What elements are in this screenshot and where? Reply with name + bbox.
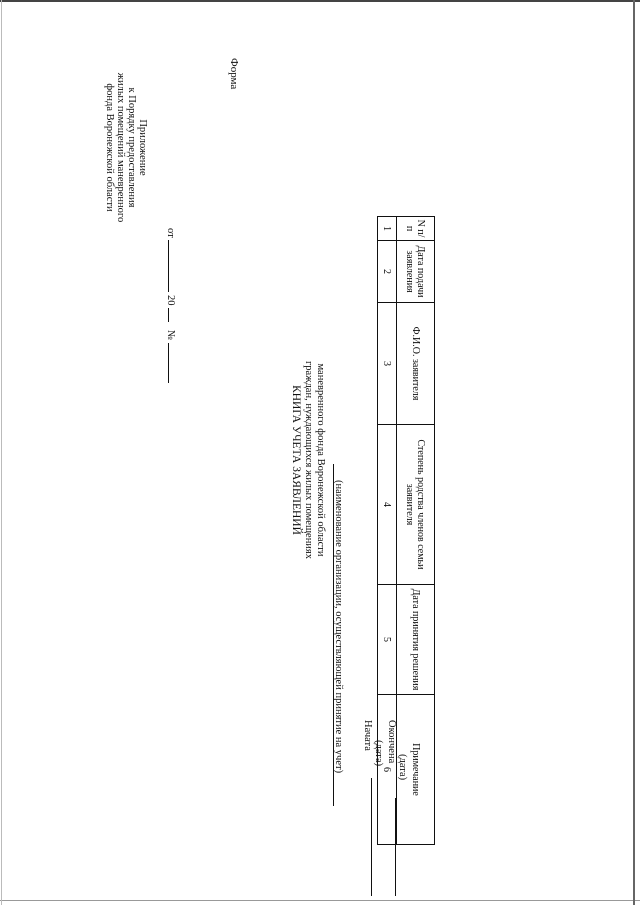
appendix-line-1: Приложение [137, 119, 148, 176]
organization-caption: (наименование организации, осуществляющей принятие на учет) [333, 480, 344, 774]
column-number-cell: 6 [378, 695, 397, 845]
header-cell-submission-date: Дата подачи заявления [397, 241, 435, 303]
number-sign: № [165, 329, 176, 340]
document-subtitle-line-2: маневренного фонда Воронежской области [315, 363, 326, 557]
form-label: Форма [228, 58, 240, 90]
header-cell-note: Примечание [397, 695, 435, 845]
date-blank [168, 240, 178, 292]
registration-table [377, 216, 435, 845]
header-cell-kinship: Степень родства членов семьи заявителя [397, 425, 435, 585]
year-blank [168, 308, 178, 322]
appendix-date-number-line [164, 228, 178, 383]
year-prefix: 20 [165, 294, 176, 306]
started-date-caption: (дата) [373, 740, 384, 767]
finished-label: Окончена [386, 720, 397, 764]
appendix-line-4: фонда Воронежской области [104, 83, 115, 212]
column-number-cell: 2 [378, 241, 397, 303]
column-number-cell: 5 [378, 585, 397, 695]
number-blank [168, 343, 178, 383]
header-cell-decision-date: Дата принятия решения [397, 585, 435, 695]
started-date-line [371, 778, 372, 896]
table-header-row [397, 217, 435, 845]
document-title: КНИГА УЧЕТА ЗАЯВЛЕНИЙ [290, 385, 302, 535]
appendix-line-2: к Порядку предоставления [126, 87, 137, 208]
header-cell-applicant-name: Ф.И.О. заявителя [397, 303, 435, 425]
column-number-cell: 3 [378, 303, 397, 425]
column-number-cell: 1 [378, 217, 397, 241]
from-prefix: от [165, 228, 176, 238]
document-subtitle-line-1: граждан, нуждающихся жилых помещениях [303, 360, 314, 560]
table-column-number-row [378, 217, 397, 845]
column-number-cell: 4 [378, 425, 397, 585]
started-label: Начата [362, 720, 373, 751]
appendix-block [104, 60, 148, 235]
finished-date-caption: (дата) [397, 754, 408, 781]
header-cell-number: N п/п [397, 217, 435, 241]
appendix-line-3: жилых помещений маневренного [115, 72, 126, 223]
